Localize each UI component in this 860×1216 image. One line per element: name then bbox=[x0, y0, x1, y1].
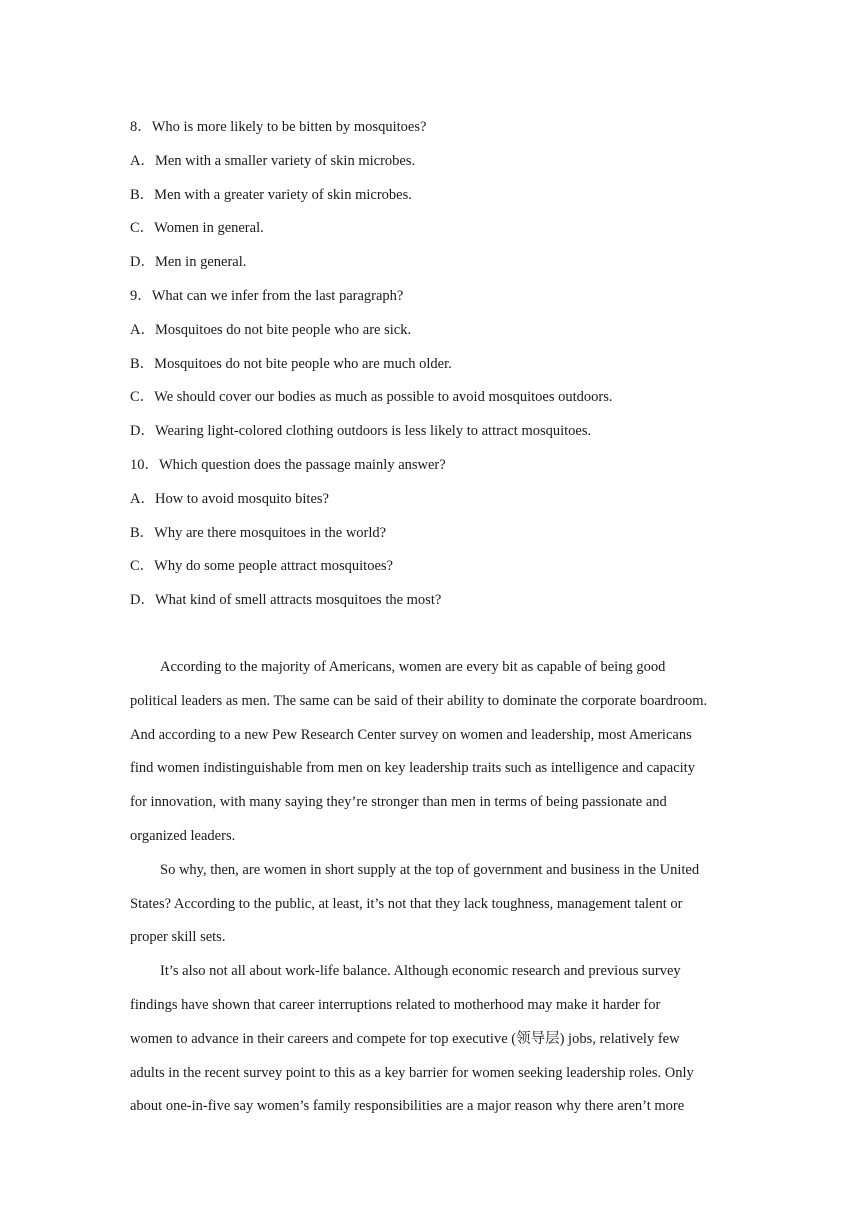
paragraph-line: It’s also not all about work-life balance. Although economic research and previous survey bbox=[160, 963, 681, 980]
paragraph-line: for innovation, with many saying they’re stronger than men in terms of being passionate and bbox=[130, 794, 667, 811]
option-8-c: C．Women in general. bbox=[130, 220, 264, 237]
option-9-c: C．We should cover our bodies as much as possible to avoid mosquitoes outdoors. bbox=[130, 389, 613, 406]
paragraph-line: women to advance in their careers and compete for top executive (领导层) jobs, relatively few bbox=[130, 1030, 680, 1047]
option-10-d: D．What kind of smell attracts mosquitoes the most? bbox=[130, 592, 442, 609]
question-stem-9: 9．What can we infer from the last paragraph? bbox=[130, 287, 404, 304]
paragraph-line: And according to a new Pew Research Center survey on women and leadership, most Americans bbox=[130, 726, 692, 743]
passage-paragraph-3 bbox=[130, 955, 742, 1124]
paragraph-line: organized leaders. bbox=[130, 827, 236, 844]
question-list bbox=[130, 111, 750, 618]
paragraph-line: find women indistinguishable from men on key leadership traits such as intelligence and capacity bbox=[130, 760, 695, 777]
option-10-a: A．How to avoid mosquito bites? bbox=[130, 490, 329, 507]
reading-passage bbox=[130, 651, 742, 1124]
paragraph-line: According to the majority of Americans, women are every bit as capable of being good bbox=[160, 659, 666, 675]
paragraph-line: proper skill sets. bbox=[130, 929, 226, 946]
paragraph-line: about one-in-five say women’s family responsibilities are a major reason why there aren’t more bbox=[130, 1098, 685, 1115]
paragraph-line: findings have shown that career interruptions related to motherhood may make it harder for bbox=[130, 996, 661, 1013]
paragraph-line: So why, then, are women in short supply at the top of government and business in the United bbox=[160, 861, 700, 878]
option-10-b: B．Why are there mosquitoes in the world? bbox=[130, 524, 387, 541]
passage-paragraph-2 bbox=[130, 854, 742, 955]
option-10-c: C．Why do some people attract mosquitoes? bbox=[130, 558, 393, 575]
option-8-b: B．Men with a greater variety of skin microbes. bbox=[130, 186, 412, 203]
paragraph-line: States? According to the public, at least, it’s not that they lack toughness, management talent or bbox=[130, 895, 683, 912]
option-9-a: A．Mosquitoes do not bite people who are sick. bbox=[130, 321, 412, 338]
question-stem-10: 10．Which question does the passage mainly answer? bbox=[130, 456, 446, 473]
question-stem-8: 8．Who is more likely to be bitten by mosquitoes? bbox=[130, 119, 427, 135]
option-9-d: D．Wearing light-colored clothing outdoors is less likely to attract mosquitoes. bbox=[130, 423, 592, 440]
paragraph-line: adults in the recent survey point to this as a key barrier for women seeking leadership roles. Only bbox=[130, 1064, 694, 1081]
option-9-b: B．Mosquitoes do not bite people who are much older. bbox=[130, 355, 452, 372]
option-8-a: A．Men with a smaller variety of skin microbes. bbox=[130, 152, 416, 169]
passage-paragraph-1 bbox=[130, 651, 742, 854]
option-8-d: D．Men in general. bbox=[130, 254, 247, 271]
paragraph-line: political leaders as men. The same can be said of their ability to dominate the corporate boardroom. bbox=[130, 692, 708, 709]
